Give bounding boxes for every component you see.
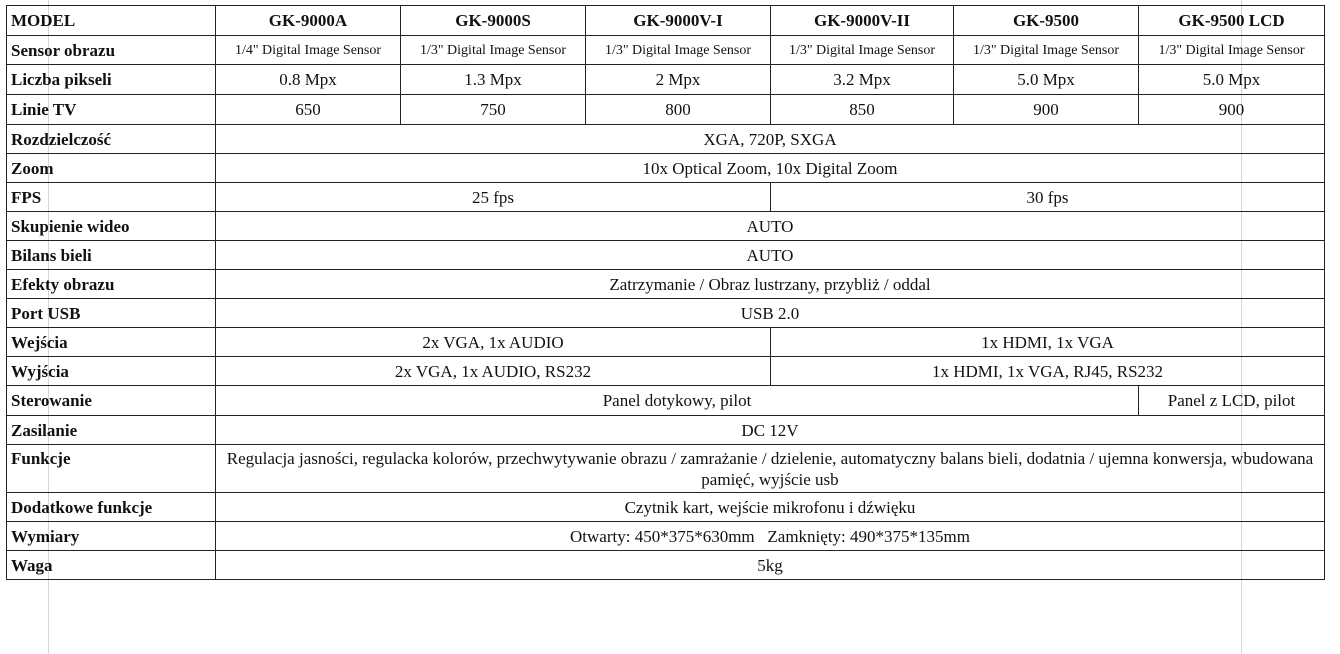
table-cell: 1.3 Mpx xyxy=(401,65,586,95)
row-label: Dodatkowe funkcje xyxy=(7,493,216,522)
table-cell: Panel z LCD, pilot xyxy=(1139,386,1325,416)
model-header: GK-9500 LCD xyxy=(1139,6,1325,36)
table-row xyxy=(7,551,1325,580)
table-row xyxy=(7,183,1325,212)
table-row xyxy=(7,270,1325,299)
table-cell: 750 xyxy=(401,95,586,125)
table-cell: 2x VGA, 1x AUDIO, RS232 xyxy=(216,357,771,386)
row-label: Port USB xyxy=(7,299,216,328)
table-cell: 25 fps xyxy=(216,183,771,212)
table-row xyxy=(7,36,1325,65)
model-header: GK-9000A xyxy=(216,6,401,36)
row-label: Waga xyxy=(7,551,216,580)
table-row xyxy=(7,241,1325,270)
table-cell: 1x HDMI, 1x VGA, RJ45, RS232 xyxy=(771,357,1325,386)
table-cell: 1/3" Digital Image Sensor xyxy=(586,36,771,65)
model-header: GK-9500 xyxy=(954,6,1139,36)
table-cell: 0.8 Mpx xyxy=(216,65,401,95)
model-header: GK-9000V-I xyxy=(586,6,771,36)
table-cell: AUTO xyxy=(216,212,1325,241)
row-label: Sterowanie xyxy=(7,386,216,416)
row-label: Zasilanie xyxy=(7,416,216,445)
table-row xyxy=(7,357,1325,386)
table-cell: 1/3" Digital Image Sensor xyxy=(954,36,1139,65)
table-cell: AUTO xyxy=(216,241,1325,270)
table-row xyxy=(7,154,1325,183)
row-label: Skupienie wideo xyxy=(7,212,216,241)
table-cell: 3.2 Mpx xyxy=(771,65,954,95)
table-cell: 5kg xyxy=(216,551,1325,580)
table-cell: 5.0 Mpx xyxy=(1139,65,1325,95)
table-cell: 1x HDMI, 1x VGA xyxy=(771,328,1325,357)
row-label: Funkcje xyxy=(7,445,216,493)
table-cell: 1/4" Digital Image Sensor xyxy=(216,36,401,65)
table-row xyxy=(7,386,1325,416)
table-row xyxy=(7,328,1325,357)
table-cell: 650 xyxy=(216,95,401,125)
table-cell: XGA, 720P, SXGA xyxy=(216,125,1325,154)
header-row xyxy=(7,6,1325,36)
table-cell: 1/3" Digital Image Sensor xyxy=(401,36,586,65)
row-label: Liczba pikseli xyxy=(7,65,216,95)
table-cell: USB 2.0 xyxy=(216,299,1325,328)
table-row xyxy=(7,493,1325,522)
row-label: Sensor obrazu xyxy=(7,36,216,65)
table-row xyxy=(7,445,1325,493)
table-row xyxy=(7,299,1325,328)
table-row xyxy=(7,65,1325,95)
row-label: Linie TV xyxy=(7,95,216,125)
row-label: Wejścia xyxy=(7,328,216,357)
table-row xyxy=(7,125,1325,154)
row-label: FPS xyxy=(7,183,216,212)
table-cell: 900 xyxy=(1139,95,1325,125)
table-cell: 850 xyxy=(771,95,954,125)
table-row xyxy=(7,522,1325,551)
table-cell: 10x Optical Zoom, 10x Digital Zoom xyxy=(216,154,1325,183)
table-cell: 800 xyxy=(586,95,771,125)
table-row xyxy=(7,416,1325,445)
table-cell: 1/3" Digital Image Sensor xyxy=(771,36,954,65)
table-row xyxy=(7,95,1325,125)
model-header: GK-9000V-II xyxy=(771,6,954,36)
table-cell: 2x VGA, 1x AUDIO xyxy=(216,328,771,357)
model-label: MODEL xyxy=(7,6,216,36)
row-label: Wyjścia xyxy=(7,357,216,386)
table-cell: 5.0 Mpx xyxy=(954,65,1139,95)
table-cell: Panel dotykowy, pilot xyxy=(216,386,1139,416)
spec-table xyxy=(6,5,1325,580)
row-label: Wymiary xyxy=(7,522,216,551)
table-cell: 30 fps xyxy=(771,183,1325,212)
table-cell: 1/3" Digital Image Sensor xyxy=(1139,36,1325,65)
table-cell: Otwarty: 450*375*630mm Zamknięty: 490*375*135mm xyxy=(216,522,1325,551)
table-cell: 900 xyxy=(954,95,1139,125)
table-cell: Czytnik kart, wejście mikrofonu i dźwięku xyxy=(216,493,1325,522)
table-cell: Regulacja jasności, regulacka kolorów, przechwytywanie obrazu / zamrażanie / dzielenie, automatyczny balans bieli, dodatnia / ujemna konwersja, wbudowana pamięć, wyjście usb xyxy=(216,445,1325,493)
model-header: GK-9000S xyxy=(401,6,586,36)
row-label: Zoom xyxy=(7,154,216,183)
table-cell: Zatrzymanie / Obraz lustrzany, przybliż / oddal xyxy=(216,270,1325,299)
table-cell: DC 12V xyxy=(216,416,1325,445)
row-label: Bilans bieli xyxy=(7,241,216,270)
row-label: Efekty obrazu xyxy=(7,270,216,299)
table-cell: 2 Mpx xyxy=(586,65,771,95)
table-row xyxy=(7,212,1325,241)
row-label: Rozdzielczość xyxy=(7,125,216,154)
